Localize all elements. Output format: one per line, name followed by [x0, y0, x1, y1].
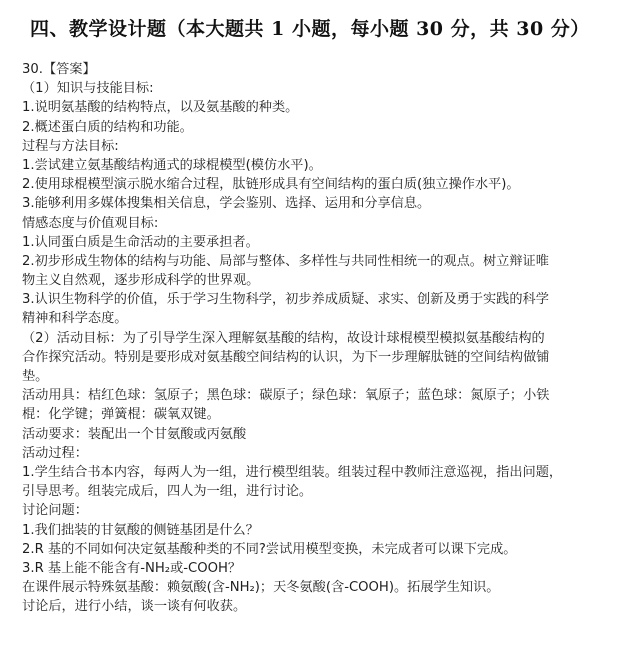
text-line: 引导思考。组装完成后，四人为一组，进行讨论。 — [22, 484, 313, 500]
text-line: 垫。 — [22, 369, 49, 384]
text-line: 2.使用球棍模型演示脱水缩合过程，肽链形成具有空间结构的蛋白质(独立操作水平)。 — [22, 177, 520, 193]
text-line: 3.能够利用多媒体搜集相关信息，学会鉴别、选择、运用和分享信息。 — [22, 196, 431, 212]
text-line: 活动用具：桔红色球：氢原子；黑色球：碳原子；绿色球：氧原子；蓝色球：氮原子；小铁 — [22, 388, 550, 404]
text-line: 讨论后，进行小结，谈一谈有何收获。 — [22, 599, 247, 615]
text-line: 活动过程： — [22, 445, 88, 461]
text-line: 3.R 基上能不能含有-NH₂或-COOH？ — [22, 560, 242, 576]
text-line: 在课件展示特殊氨基酸：赖氨酸(含-NH₂)；天冬氨酸(含-COOH)。拓展学生知识。 — [22, 580, 500, 596]
text-line: 1.尝试建立氨基酸结构通式的球棍模型(模仿水平)。 — [22, 157, 322, 173]
text-line: 活动要求：装配出一个甘氨酸或丙氨酸 — [22, 426, 247, 442]
text-line: 1.说明氨基酸的结构特点，以及氨基酸的种类。 — [22, 100, 299, 116]
text-line: 合作探究活动。特别是要形成对氨基酸空间结构的认识，为下一步理解肽链的空间结构做铺 — [22, 349, 550, 365]
text-line: 1.学生结合书本内容，每两人为一组，进行模型组装。组装过程中教师注意巡视，指出问题， — [22, 464, 563, 480]
text-line: 2.初步形成生物体的结构与功能、局部与整体、多样性与共同性相统一的观点。树立辩证唯 — [22, 253, 549, 269]
text-line: 精神和科学态度。 — [22, 311, 128, 327]
text-line: （2）活动目标：为了引导学生深入理解氨基酸的结构，故设计球棍模型模拟氨基酸结构的 — [22, 330, 545, 346]
text-line: 2.概述蛋白质的结构和功能。 — [22, 119, 193, 135]
text-line: 3.认识生物科学的价值，乐于学习生物科学，初步养成质疑、求实、创新及勇于实践的科学 — [22, 292, 549, 308]
text-line: 讨论问题： — [22, 503, 88, 519]
answer-body — [22, 60, 620, 616]
text-line: 棍：化学键；弹簧棍：碳氧双键。 — [22, 407, 220, 423]
answer-header: 30.【答案】 — [22, 62, 96, 77]
text-line: 情感态度与价值观目标: — [22, 215, 159, 231]
text-line: 1.我们拙装的甘氨酸的侧链基团是什么？ — [22, 522, 259, 538]
text-line: （1）知识与技能目标: — [22, 81, 154, 97]
text-line: 2.R 基的不同如何决定氨基酸种类的不同?尝试用模型变换，未完成者可以课下完成。 — [22, 541, 517, 557]
section-title: 四、教学设计题（本大题共 1 小题，每小题 30 分，共 30 分） — [30, 18, 590, 40]
text-line: 1.认同蛋白质是生命活动的主要承担者。 — [22, 234, 259, 250]
text-line: 物主义自然观，逐步形成科学的世界观。 — [22, 273, 260, 289]
text-line: 过程与方法目标: — [22, 138, 119, 154]
